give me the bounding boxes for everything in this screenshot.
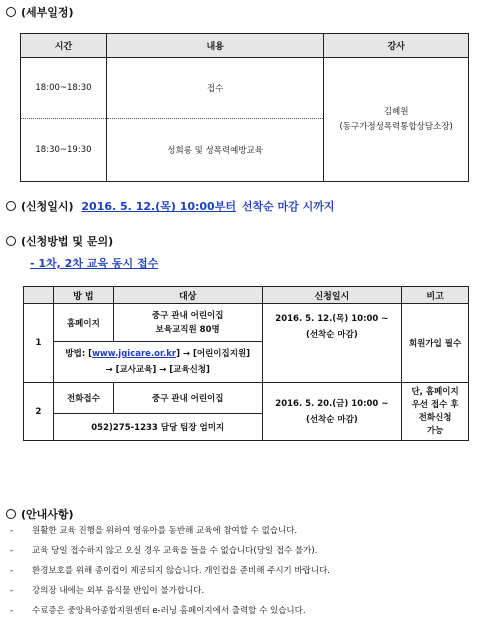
notice-title: (안내사항)	[21, 508, 74, 521]
row1-date-line1: 2016. 5. 12.(목) 10:00 ~	[275, 314, 389, 324]
row2-content: 성희롱 및 성폭력예방교육	[106, 119, 323, 182]
how-rest2: → [교사교육] → [교육신청]	[105, 365, 210, 375]
row2-note	[402, 383, 469, 441]
schedule-title: (세부일정)	[21, 6, 74, 19]
row1-how	[53, 342, 262, 383]
header-time: 시간	[21, 34, 107, 58]
how-label: 방법: [	[65, 349, 93, 359]
application-date-title: (신청일시)	[21, 200, 74, 213]
notice-text: 수료증은 중앙육아종합지원센터 e-러닝 홈페이지에서 출력할 수 있습니다.	[32, 606, 306, 616]
row2-phone: 052)275-1233 담당 팀장 엄미지	[53, 414, 262, 441]
application-date-heading	[6, 198, 334, 214]
row1-method: 홈페이지	[53, 304, 113, 342]
circle-bullet-icon	[6, 236, 16, 246]
lecturer-cell	[324, 58, 469, 182]
application-date-suffix: 선착순 마감 시까지	[241, 200, 335, 213]
application-date-value: 2016. 5. 12.(목) 10:00부터	[81, 200, 236, 213]
row2-date-line2: (선착순 마감)	[305, 414, 358, 425]
notice-item: - 강의장 내에는 외부 음식물 반입이 불가합니다.	[10, 586, 205, 596]
notice-heading	[6, 506, 74, 522]
notice-item: - 환경보호를 위해 종이컵이 제공되지 않습니다. 개인컵을 준비해 주시기 바랍니다.	[10, 566, 330, 576]
header-lecturer: 강사	[324, 34, 469, 58]
row2-note-line3: 전화신청	[418, 412, 452, 423]
header-method: 방 법	[53, 287, 113, 304]
row1-target-line1: 중구 관내 어린이집	[151, 310, 224, 321]
header-target: 대상	[113, 287, 262, 304]
notice-list	[10, 524, 330, 624]
circle-bullet-icon	[6, 201, 16, 211]
row2-note-line4: 가능	[426, 425, 444, 436]
circle-bullet-icon	[6, 509, 16, 519]
row2-time: 18:30~19:30	[21, 119, 107, 182]
row1-date	[262, 304, 402, 383]
header-content: 내용	[106, 34, 323, 58]
schedule-table	[20, 33, 469, 182]
row2-note-line1: 단, 홈페이지	[411, 386, 459, 397]
notice-text: 환경보호를 위해 종이컵이 제공되지 않습니다. 개인컵을 준비해 주시기 바랍니다.	[32, 566, 330, 576]
notice-item: - 교육 당일 접수하지 않고 오실 경우 교육을 들을 수 없습니다(당일 접수 불가).	[10, 546, 318, 556]
row1-target	[113, 304, 262, 342]
lecturer-org: (동구가정성폭력통합상담소장)	[339, 121, 453, 132]
header-date: 신청일시	[262, 287, 402, 304]
how-rest1: ] → [어린이집지원]	[176, 349, 251, 359]
header-blank	[24, 287, 54, 304]
notice-item: - 원활한 교육 진행을 위하여 영유아를 동반해 교육에 참여할 수 없습니다.	[10, 526, 298, 536]
notice-text: 강의장 내에는 외부 음식물 반입이 불가합니다.	[32, 586, 205, 596]
row2-date	[262, 383, 402, 441]
notice-text: 교육 당일 접수하지 않고 오실 경우 교육을 들을 수 없습니다(당일 접수 불가).	[32, 546, 318, 556]
row2-target: 중구 관내 어린이집	[113, 383, 262, 414]
row1-date-line2: (선착순 마감)	[305, 330, 358, 340]
lecturer-name: 김혜원	[383, 106, 409, 117]
header-note: 비고	[402, 287, 469, 304]
row1-number: 1	[24, 304, 54, 383]
method-subtitle: - 1차, 2차 교육 동시 접수	[30, 257, 159, 270]
method-title: (신청방법 및 문의)	[21, 235, 114, 248]
circle-bullet-icon	[6, 7, 16, 17]
row2-method: 전화접수	[53, 383, 113, 414]
row1-note: 회원가입 필수	[402, 304, 469, 383]
method-table	[23, 286, 469, 441]
notice-text: 원활한 교육 진행을 위하여 영유아를 동반해 교육에 참여할 수 없습니다.	[32, 526, 298, 536]
row1-target-line2: 보육교직원 80명	[155, 324, 220, 335]
row2-date-line1: 2016. 5. 20.(금) 10:00 ~	[275, 398, 389, 409]
row2-number: 2	[24, 383, 54, 441]
row1-time: 18:00~18:30	[21, 58, 107, 119]
row1-content: 접수	[106, 58, 323, 119]
notice-item: - 수료증은 중앙육아종합지원센터 e-러닝 홈페이지에서 출력할 수 있습니다.	[10, 606, 306, 616]
schedule-heading	[6, 4, 74, 20]
row2-note-line2: 우선 접수 후	[411, 399, 459, 410]
method-heading	[6, 233, 113, 249]
homepage-link[interactable]: www.jgicare.or.kr	[92, 349, 177, 359]
